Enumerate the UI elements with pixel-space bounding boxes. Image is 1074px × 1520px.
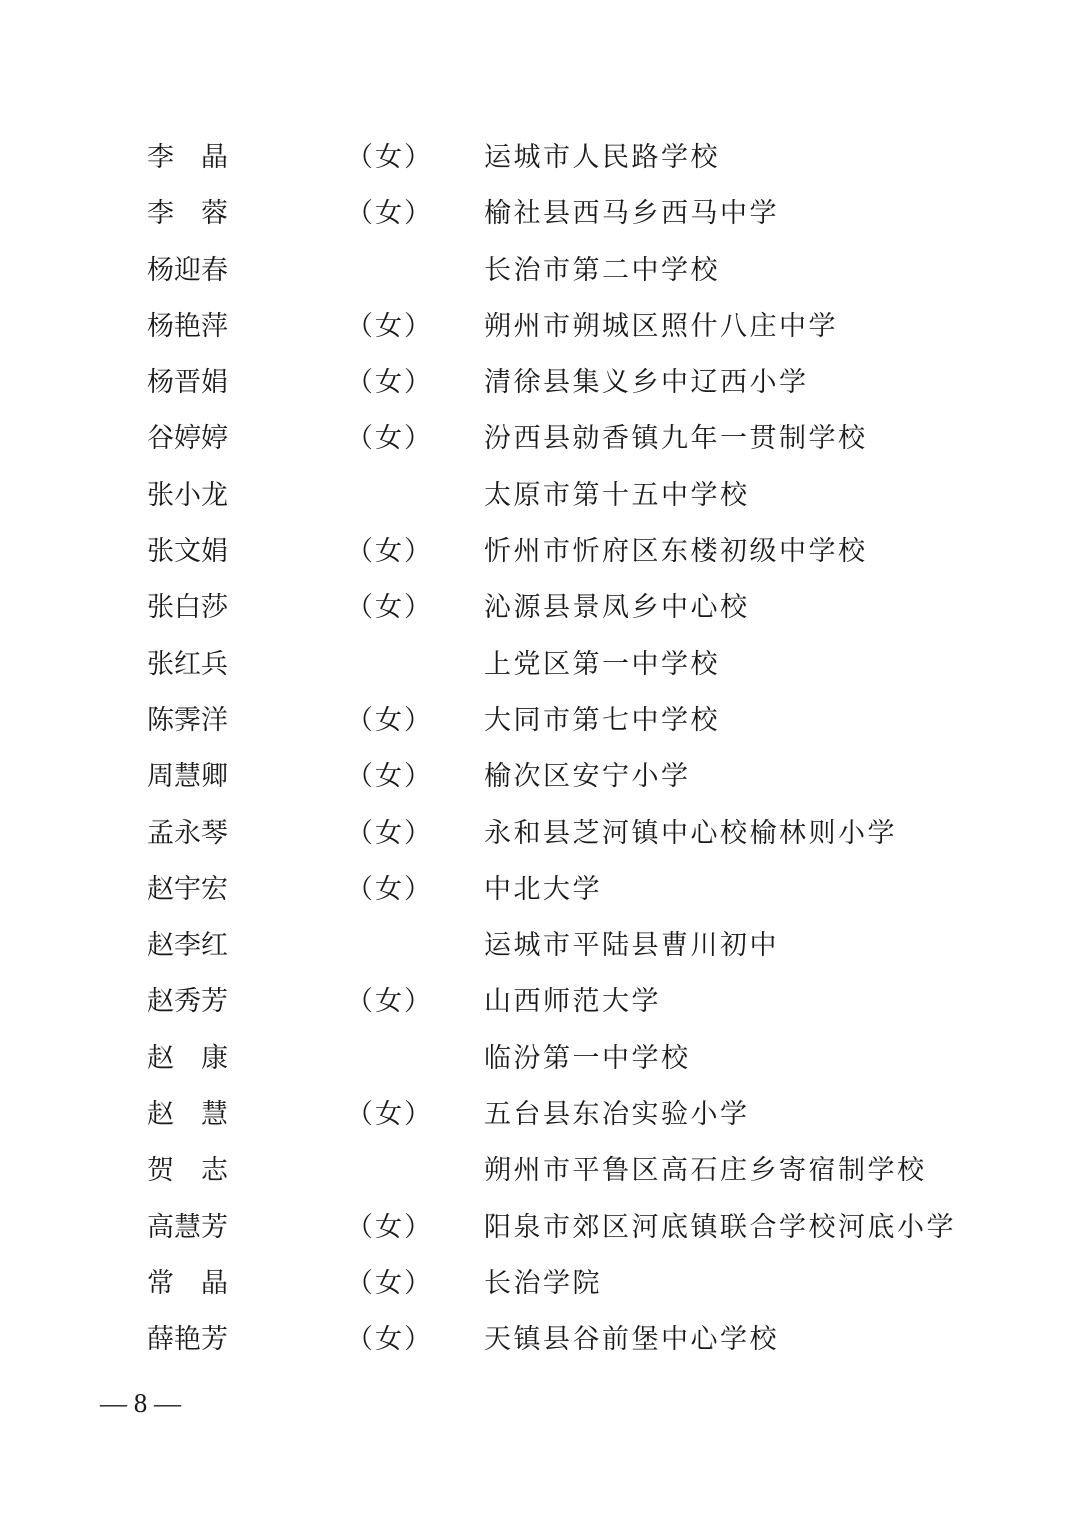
roster-row	[0, 918, 1074, 974]
person-name: 杨晋娟	[147, 367, 228, 399]
school-name: 沁源县景凤乡中心校	[484, 592, 750, 624]
gender-note: （女）	[346, 142, 433, 173]
gender-note: （女）	[346, 761, 433, 793]
roster-row	[0, 637, 1074, 693]
school-name: 中北大学	[484, 873, 602, 905]
person-name: 赵 康	[147, 1042, 228, 1074]
school-name: 永和县芝河镇中心校榆林则小学	[484, 817, 897, 849]
person-name: 常 晶	[147, 1267, 228, 1299]
roster-row	[0, 1312, 1074, 1368]
school-name: 运城市人民路学校	[484, 142, 720, 173]
roster-row	[0, 1031, 1074, 1087]
person-name: 薛艳芳	[147, 1324, 228, 1356]
person-name: 周慧卿	[147, 761, 228, 793]
gender-note: （女）	[346, 367, 433, 399]
gender-note: （女）	[346, 873, 433, 905]
school-name: 运城市平陆县曹川初中	[484, 930, 779, 962]
page-number: — 8 —	[100, 1388, 181, 1418]
roster-row	[0, 806, 1074, 862]
roster-row	[0, 580, 1074, 636]
roster-row	[0, 693, 1074, 749]
gender-note: （女）	[346, 817, 433, 849]
school-name: 太原市第十五中学校	[484, 479, 750, 511]
gender-note: （女）	[346, 198, 433, 230]
school-name: 山西师范大学	[484, 986, 661, 1018]
roster-list	[0, 130, 1074, 1369]
person-name: 赵宇宏	[147, 873, 228, 905]
gender-note: （女）	[346, 1267, 433, 1299]
gender-note: （女）	[346, 310, 433, 342]
school-name: 天镇县谷前堡中心学校	[484, 1324, 779, 1356]
school-name: 上党区第一中学校	[484, 648, 720, 680]
roster-row	[0, 299, 1074, 355]
roster-row	[0, 749, 1074, 805]
roster-row	[0, 1256, 1074, 1312]
person-name: 贺 志	[147, 1155, 228, 1187]
person-name: 赵李红	[147, 930, 228, 962]
person-name: 赵 慧	[147, 1099, 228, 1131]
school-name: 忻州市忻府区东楼初级中学校	[484, 536, 868, 568]
roster-row	[0, 1200, 1074, 1256]
gender-note: （女）	[346, 1211, 433, 1243]
person-name: 谷婷婷	[147, 423, 228, 455]
person-name: 张红兵	[147, 648, 228, 680]
roster-row	[0, 524, 1074, 580]
person-name: 赵秀芳	[147, 986, 228, 1018]
school-name: 长治市第二中学校	[484, 254, 720, 286]
school-name: 临汾第一中学校	[484, 1042, 691, 1074]
roster-row	[0, 862, 1074, 918]
roster-row	[0, 186, 1074, 242]
roster-row	[0, 243, 1074, 299]
school-name: 汾西县勍香镇九年一贯制学校	[484, 423, 868, 455]
school-name: 长治学院	[484, 1267, 602, 1299]
person-name: 孟永琴	[147, 817, 228, 849]
gender-note: （女）	[346, 704, 433, 736]
gender-note: （女）	[346, 423, 433, 455]
roster-row	[0, 1087, 1074, 1143]
person-name: 张白莎	[147, 592, 228, 624]
school-name: 榆次区安宁小学	[484, 761, 691, 793]
person-name: 陈霁洋	[147, 704, 228, 736]
person-name: 高慧芳	[147, 1211, 228, 1243]
roster-row	[0, 468, 1074, 524]
person-name: 杨迎春	[147, 254, 228, 286]
gender-note: （女）	[346, 1324, 433, 1356]
person-name: 李 蓉	[147, 198, 228, 230]
roster-row	[0, 1143, 1074, 1199]
school-name: 朔州市平鲁区高石庄乡寄宿制学校	[484, 1155, 927, 1187]
gender-note: （女）	[346, 592, 433, 624]
person-name: 张文娟	[147, 536, 228, 568]
roster-row	[0, 355, 1074, 411]
roster-row	[0, 974, 1074, 1030]
school-name: 五台县东冶实验小学	[484, 1099, 750, 1131]
school-name: 榆社县西马乡西马中学	[484, 198, 779, 230]
gender-note: （女）	[346, 1099, 433, 1131]
person-name: 张小龙	[147, 479, 228, 511]
roster-row	[0, 130, 1074, 186]
school-name: 大同市第七中学校	[484, 704, 720, 736]
roster-row	[0, 411, 1074, 467]
person-name: 李 晶	[147, 142, 228, 173]
school-name: 朔州市朔城区照什八庄中学	[484, 310, 838, 342]
gender-note: （女）	[346, 536, 433, 568]
school-name: 阳泉市郊区河底镇联合学校河底小学	[484, 1211, 956, 1243]
gender-note: （女）	[346, 986, 433, 1018]
person-name: 杨艳萍	[147, 310, 228, 342]
school-name: 清徐县集义乡中辽西小学	[484, 367, 809, 399]
